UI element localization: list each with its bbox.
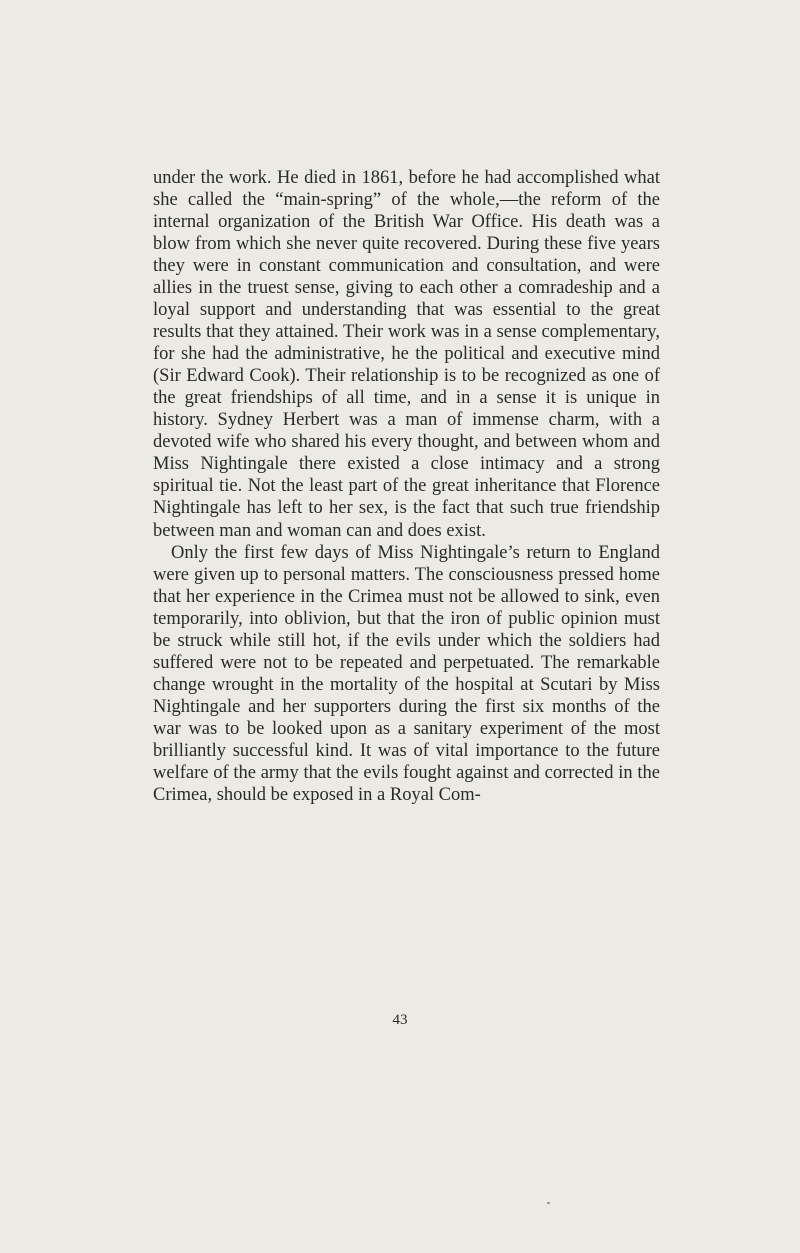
body-text xyxy=(153,167,660,806)
page-number: 43 xyxy=(392,1012,408,1028)
paragraph-2: Only the first few days of Miss Nightingale’s return to England were given up to personal matters. The consciousness pressed home that her experience in the Crimea must not be allowed to sink, even temporarily, into oblivion, but that the iron of public opinion must be struck while still hot, if the evils under which the soldiers had suffered were not to be repeated and perpetuated. The remarkable change wrought in the mortality of the hospital at Scutari by Miss Nightingale and her supporters during the first six months of the war was to be looked upon as a sanitary experiment of the most brilliantly successful kind. It was of vital importance to the future welfare of the army that the evils fought against and corrected in the Crimea, should be exposed in a Royal Com- xyxy=(153,542,660,805)
paper-speck xyxy=(547,1202,550,1204)
paragraph-1: under the work. He died in 1861, before he had accomplished what she called the “main-spring” of the whole,—the reform of the internal organization of the British War Office. His death was a blow from which she never quite recovered. During these five years they were in constant communication and consultation, and were allies in the truest sense, giving to each other a comradeship and a loyal support and understanding that was essential to the great results that they attained. Their work was in a sense complementary, for she had the administrative, he the political and executive mind (Sir Edward Cook). Their relationship is to be recognized as one of the great friendships of all time, and in a sense it is unique in history. Sydney Herbert was a man of immense charm, with a devoted wife who shared his every thought, and between whom and Miss Nightingale there existed a close intimacy and a strong spiritual tie. Not the least part of the great inheritance that Florence Nightingale has left to her sex, is the fact that such true friendship between man and woman can and does exist. xyxy=(153,168,660,541)
